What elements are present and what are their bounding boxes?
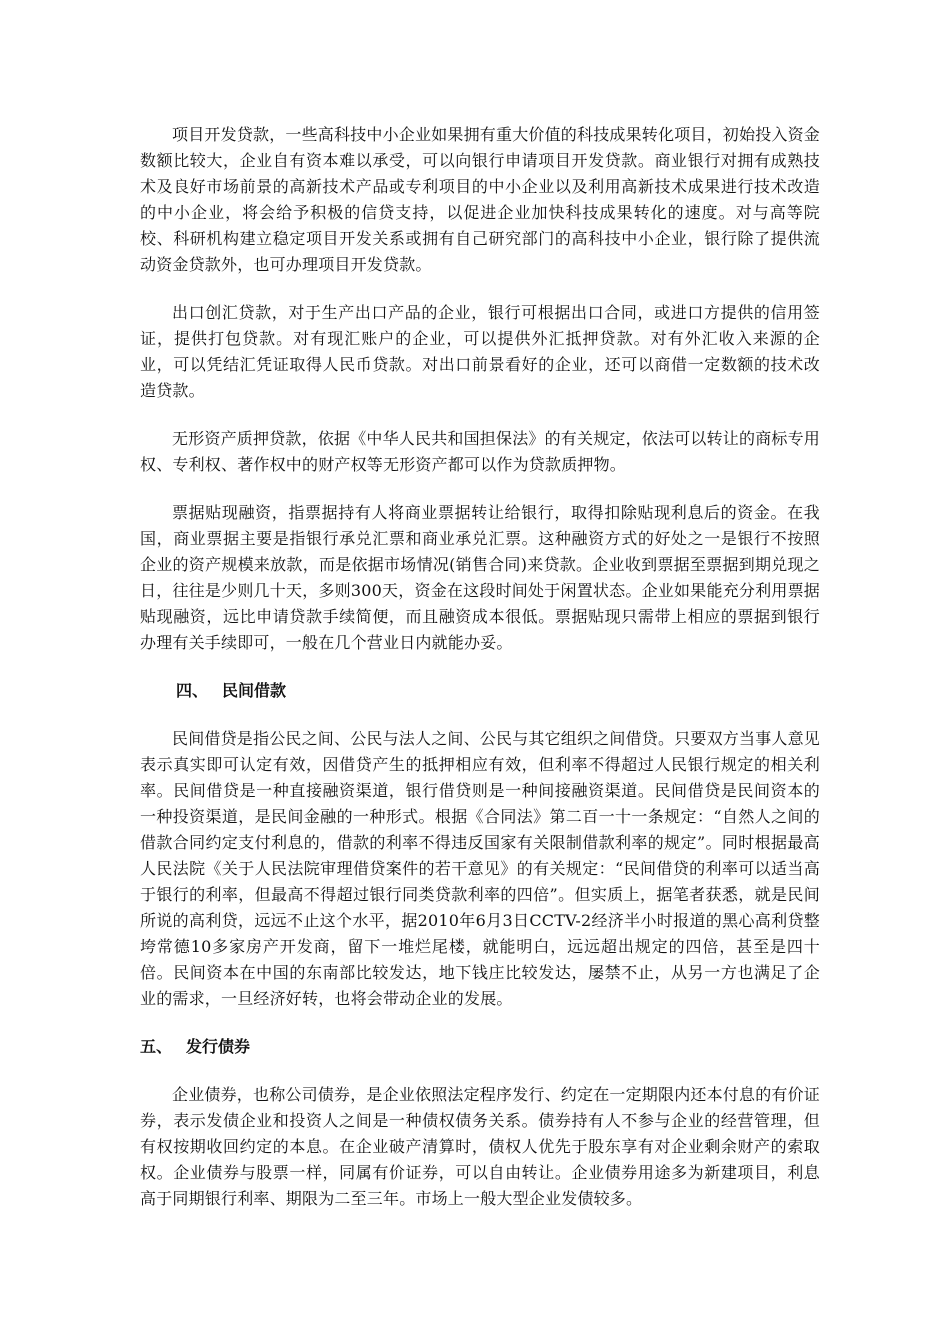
paragraph-bill-discount: 票据贴现融资，指票据持有人将商业票据转让给银行，取得扣除贴现利息后的资金。在我国，商业票据主要是指银行承兑汇票和商业承兑汇票。这种融资方式的好处之一是银行不按照企业的资产规模来放款，而是依据市场情况(销售合同)来贷款。企业收到票据至票据到期兑现之日，往往是少则几十天，多则300天，资金在这段时间处于闲置状态。企业如果能充分利用票据贴现融资，远比申请贷款手续简便，而且融资成本很低。票据贴现只需带上相应的票据到银行办理有关手续即可，一般在几个营业日内就能办妥。 [140,503,820,652]
section-title: 发行债券 [186,1037,251,1056]
document-page [140,122,820,1234]
section-title: 民间借款 [222,681,287,700]
paragraph-private-lending: 民间借贷是指公民之间、公民与法人之间、公民与其它组织之间借贷。只要双方当事人意见表示真实即可认定有效，因借贷产生的抵押相应有效，但利率不得超过人民银行规定的相关利率。民间借贷是一种直接融资渠道，银行借贷则是一种间接融资渠道。民间借贷是民间资本的一种投资渠道，是民间金融的一种形式。根据《合同法》第二百一十一条规定：“自然人之间的借款合同约定支付利息的，借款的利率不得违反国家有关限制借款利率的规定”。同时根据最高人民法院《关于人民法院审理借贷案件的若干意见》的有关规定：“民间借贷的利率可以适当高于银行的利率，但最高不得超过银行同类贷款利率的四倍”。但实质上，据笔者获悉，就是民间所说的高利贷，远远不止这个水平，据2010年6月3日CCTV-2经济半小时报道的黑心高利贷整垮常德10多家房产开发商，留下一堆烂尾楼，就能明白，远远超出规定的四倍，甚至是四十倍。民间资本在中国的东南部比较发达，地下钱庄比较发达，屡禁不止，从另一方也满足了企业的需求，一旦经济好转，也将会带动企业的发展。 [140,729,821,1008]
paragraph-intangible-asset-loan: 无形资产质押贷款，依据《中华人民共和国担保法》的有关规定，依法可以转让的商标专用权、专利权、著作权中的财产权等无形资产都可以作为贷款质押物。 [140,429,821,474]
section-heading-bond-issuance [140,1034,820,1060]
section-number: 五、 [140,1037,173,1056]
paragraph-export-loan: 出口创汇贷款，对于生产出口产品的企业，银行可根据出口合同，或进口方提供的信用签证，提供打包贷款。对有现汇账户的企业，可以提供外汇抵押贷款。对有外汇收入来源的企业，可以凭结汇凭证取得人民币贷款。对出口前景看好的企业，还可以商借一定数额的技术改造贷款。 [140,303,820,400]
section-heading-private-lending [140,678,820,704]
paragraph-project-development-loan: 项目开发贷款，一些高科技中小企业如果拥有重大价值的科技成果转化项目，初始投入资金数额比较大，企业自有资本难以承受，可以向银行申请项目开发贷款。商业银行对拥有成熟技术及良好市场前景的高新技术产品或专利项目的中小企业以及利用高新技术成果进行技术改造的中小企业，将会给予积极的信贷支持，以促进企业加快科技成果转化的速度。对与高等院校、科研机构建立稳定项目开发关系或拥有自己研究部门的高科技中小企业，银行除了提供流动资金贷款外，也可办理项目开发贷款。 [140,125,821,274]
paragraph-corporate-bonds: 企业债券，也称公司债券，是企业依照法定程序发行、约定在一定期限内还本付息的有价证券，表示发债企业和投资人之间是一种债权债务关系。债券持有人不参与企业的经营管理，但有权按期收回约定的本息。在企业破产清算时，债权人优先于股东享有对企业剩余财产的索取权。企业债券与股票一样，同属有价证券，可以自由转让。企业债券用途多为新建项目，利息高于同期银行利率、期限为二至三年。市场上一般大型企业发债较多。 [140,1085,821,1208]
section-number: 四、 [176,681,209,700]
